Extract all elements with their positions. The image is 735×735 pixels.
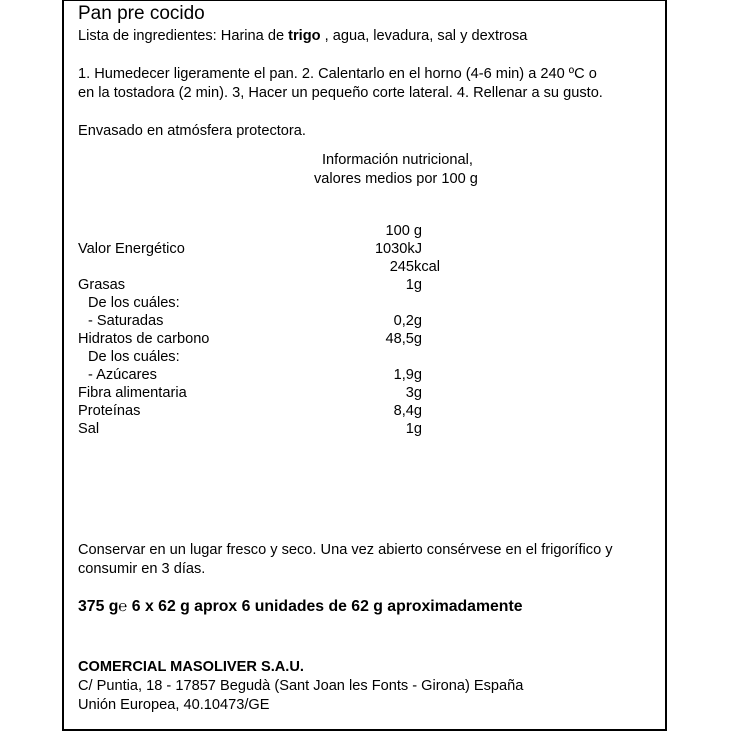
- nutrition-row-value: 1g: [405, 421, 422, 437]
- nutrition-heading-1: Información nutricional,: [322, 152, 473, 168]
- nutrition-row-value: 0,2g: [393, 313, 422, 329]
- nutrition-row-value: 1,9g: [393, 367, 422, 383]
- ingredients-list: [78, 27, 527, 45]
- net-weight: 375 g: [78, 598, 119, 615]
- nutrition-row-label: - Saturadas: [88, 313, 164, 329]
- nutrition-row-label: Grasas: [78, 277, 126, 293]
- nutrition-row-value: 1030kJ: [374, 241, 422, 257]
- nutrition-column-header: 100 g: [385, 223, 422, 239]
- nutrition-row-label: Valor Energético: [78, 241, 185, 257]
- nutrition-row-label: De los cuáles:: [88, 295, 180, 311]
- nutrition-row-value: 3g: [405, 385, 422, 401]
- nutrition-heading-2: valores medios por 100 g: [314, 171, 478, 187]
- units-description: 6 x 62 g aprox 6 unidades de 62 g aproximadamente: [127, 598, 523, 615]
- storage-line-2: consumir en 3 días.: [78, 561, 206, 577]
- company-name: COMERCIAL MASOLIVER S.A.U.: [78, 659, 304, 675]
- nutrition-row-value: 1g: [405, 277, 422, 293]
- nutrition-row-label: Proteínas: [78, 403, 141, 419]
- net-quantity: [78, 598, 523, 616]
- nutrition-row-value: 8,4g: [393, 403, 422, 419]
- nutrition-row-label: Fibra alimentaria: [78, 385, 187, 401]
- ingredients-prefix: Lista de ingredientes: Harina de: [78, 28, 289, 44]
- nutrition-row-value: 48,5g: [385, 331, 422, 347]
- ingredients-allergen: trigo: [288, 28, 321, 44]
- packaging-note: Envasado en atmósfera protectora.: [78, 123, 306, 139]
- nutrition-row-label: Hidratos de carbono: [78, 331, 210, 347]
- instructions-line-2: en la tostadora (2 min). 3, Hacer un pequeño corte lateral. 4. Rellenar a su gusto.: [78, 85, 603, 101]
- estimated-sign-icon: ℮: [118, 598, 128, 615]
- nutrition-row-value: 245kcal: [389, 259, 440, 275]
- nutrition-row-label: - Azúcares: [88, 367, 157, 383]
- instructions-line-1: 1. Humedecer ligeramente el pan. 2. Calentarlo en el horno (4-6 min) a 240 ºC o: [78, 66, 597, 82]
- ingredients-suffix: , agua, levadura, sal y dextrosa: [320, 28, 528, 44]
- nutrition-row-label: Sal: [78, 421, 100, 437]
- company-registry: Unión Europea, 40.10473/GE: [78, 697, 270, 713]
- product-title: Pan pre cocido: [78, 3, 205, 24]
- nutrition-row-label: De los cuáles:: [88, 349, 180, 365]
- storage-line-1: Conservar en un lugar fresco y seco. Una vez abierto consérvese en el frigorífico y: [78, 542, 613, 558]
- company-address: C/ Puntia, 18 - 17857 Begudà (Sant Joan les Fonts - Girona) España: [78, 678, 524, 694]
